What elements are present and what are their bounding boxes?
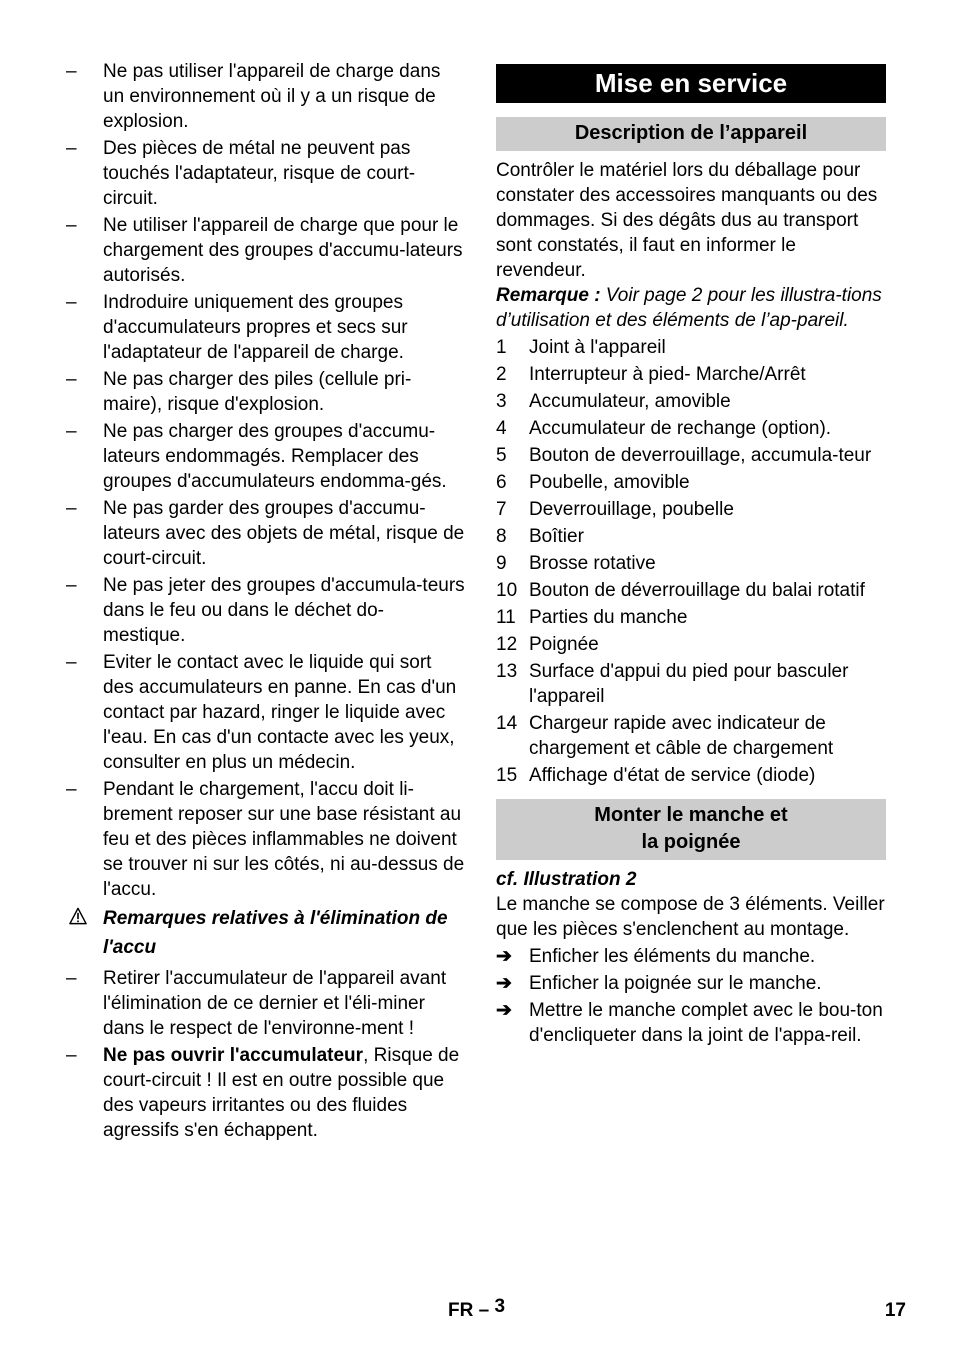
part-item: [496, 632, 886, 657]
part-item: [496, 362, 886, 387]
dash-bullet: –: [66, 968, 77, 989]
step-item: [496, 998, 886, 1048]
part-number: 8: [496, 526, 507, 547]
dash-bullet: –: [66, 292, 77, 313]
part-number: 13: [496, 661, 518, 682]
arrow-right-icon: ➔: [496, 946, 512, 967]
part-number: 9: [496, 553, 507, 574]
step-text: Mettre le manche complet avec le bou-ton d'encliqueter dans la joint de l'appa-reil.: [529, 1000, 883, 1046]
part-label: Chargeur rapide avec indicateur de chargement et câble de chargement: [529, 713, 834, 759]
part-number: 3: [496, 391, 507, 412]
part-item: [496, 711, 886, 761]
list-item-text: Ne pas charger des piles (cellule pri-maire), risque d'explosion.: [103, 369, 412, 415]
list-item: [66, 367, 466, 417]
subsection-title-line: Monter le manche et: [594, 804, 788, 826]
part-label: Brosse rotative: [529, 553, 656, 574]
list-item: [66, 966, 466, 1041]
part-item: [496, 524, 886, 549]
list-item: [66, 136, 466, 211]
step-text: Enficher la poignée sur le manche.: [529, 973, 822, 994]
part-label: Bouton de déverrouillage du balai rotatif: [529, 580, 865, 601]
part-item: [496, 443, 886, 468]
part-label: Bouton de deverrouillage, accumula-teur: [529, 445, 872, 466]
part-label: Interrupteur à pied- Marche/Arrêt: [529, 364, 806, 385]
list-item: [66, 777, 466, 902]
remark-label: Remarque :: [496, 285, 601, 306]
subsection-title-description: Description de l’appareil: [496, 117, 886, 151]
part-item: [496, 551, 886, 576]
part-number: 6: [496, 472, 507, 493]
list-item-text: Ne utiliser l'appareil de charge que pour le chargement des groupes d'accumu-lateurs autorisés.: [103, 215, 463, 286]
steps-list: [496, 944, 886, 1048]
part-label: Poubelle, amovible: [529, 472, 690, 493]
safety-list: [66, 59, 466, 902]
list-item-text: , Risque de court-circuit ! Il est en outre possible que des vapeurs irritantes ou des fluides agressifs s'en échappent.: [103, 1045, 460, 1141]
part-number: 1: [496, 337, 507, 358]
warning-heading-text: Remarques relatives à l'élimination de l'accu: [103, 908, 448, 958]
list-item: [66, 650, 466, 775]
part-number: 7: [496, 499, 507, 520]
footer-sub-page: 3: [494, 1296, 506, 1317]
list-item-text: Des pièces de métal ne peuvent pas touchés l'adaptateur, risque de court-circuit.: [103, 138, 416, 209]
step-item: [496, 944, 886, 969]
right-column: [496, 64, 886, 1048]
list-item-text: Retirer l'accumulateur de l'appareil avant l'élimination de ce dernier et l'éli-miner dans le respect de l'environne-ment !: [103, 968, 447, 1039]
illustration-reference: cf. Illustration 2: [496, 869, 637, 890]
step-item: [496, 971, 886, 996]
part-label: Surface d'appui du pied pour basculer l'appareil: [529, 661, 849, 707]
part-number: 2: [496, 364, 507, 385]
subsection-title-assembly: [496, 799, 886, 860]
warning-triangle-icon: [69, 907, 87, 925]
list-item: [66, 213, 466, 288]
part-item: [496, 416, 886, 441]
parts-list: [496, 335, 886, 788]
dash-bullet: –: [66, 421, 77, 442]
page-number: 17: [884, 1300, 906, 1321]
part-label: Accumulateur, amovible: [529, 391, 731, 412]
list-item: [66, 1043, 466, 1143]
list-item-text: Ne pas garder des groupes d'accumu-lateurs avec des objets de métal, risque de court-circuit.: [103, 498, 465, 569]
list-item: [66, 496, 466, 571]
part-label: Affichage d'état de service (diode): [529, 765, 816, 786]
arrow-right-icon: ➔: [496, 1000, 512, 1021]
remark-note: [496, 283, 886, 333]
footer-separator: –: [478, 1300, 490, 1321]
list-item-text: Ne pas jeter des groupes d'accumula-teurs dans le feu ou dans le déchet do-mestique.: [103, 575, 465, 646]
part-number: 5: [496, 445, 507, 466]
disposal-warning-heading: [66, 904, 466, 962]
dash-bullet: –: [66, 779, 77, 800]
dash-bullet: –: [66, 369, 77, 390]
part-item: [496, 335, 886, 360]
list-item-text: Indroduire uniquement des groupes d'accumulateurs propres et secs sur l'adaptateur de l'appareil de charge.: [103, 292, 408, 363]
list-item-bold-text: Ne pas ouvrir l'accumulateur: [103, 1045, 364, 1066]
dash-bullet: –: [66, 1045, 77, 1066]
part-number: 4: [496, 418, 507, 439]
arrow-right-icon: ➔: [496, 973, 512, 994]
part-label: Poignée: [529, 634, 599, 655]
section-title: Mise en service: [496, 64, 886, 103]
assembly-paragraph: Le manche se compose de 3 éléments. Veiller que les pièces s'enclenchent au montage.: [496, 894, 885, 940]
remark-text: Voir page 2 pour les illustra-tions d’utilisation et des éléments de l’ap-pareil.: [496, 285, 882, 331]
list-item-text: Eviter le contact avec le liquide qui sort des accumulateurs en panne. En cas d'un contact par hazard, ringer le liquide avec l'eau. En cas d'un contacte avec les yeux, consulter en plus un médecin.: [103, 652, 457, 773]
list-item: [66, 573, 466, 648]
step-text: Enficher les éléments du manche.: [529, 946, 816, 967]
part-item: [496, 605, 886, 630]
left-column: [66, 59, 466, 1145]
part-number: 15: [496, 765, 518, 786]
dash-bullet: –: [66, 138, 77, 159]
dash-bullet: –: [66, 215, 77, 236]
list-item-text: Pendant le chargement, l'accu doit li-brement reposer sur une base résistant au feu et des pièces inflammables ne doivent se trouver ni sur les côtés, ni au-dessus de l'accu.: [103, 779, 465, 900]
part-number: 11: [496, 607, 516, 628]
dash-bullet: –: [66, 652, 77, 673]
list-item: [66, 59, 466, 134]
part-item: [496, 389, 886, 414]
part-number: 10: [496, 580, 518, 601]
dash-bullet: –: [66, 61, 77, 82]
subsection-title-line: la poignée: [641, 831, 741, 853]
part-label: Parties du manche: [529, 607, 688, 628]
list-item: [66, 419, 466, 494]
part-item: [496, 659, 886, 709]
part-label: Joint à l'appareil: [529, 337, 666, 358]
part-number: 12: [496, 634, 518, 655]
list-item-text: Ne pas charger des groupes d'accumu-lateurs endommagés. Remplacer des groupes d'accumulateurs endomma-gés.: [103, 421, 447, 492]
list-item-text: Ne pas utiliser l'appareil de charge dans un environnement où il y a un risque de explosion.: [103, 61, 441, 132]
part-item: [496, 497, 886, 522]
list-item: [66, 290, 466, 365]
dash-bullet: –: [66, 498, 77, 519]
part-label: Accumulateur de rechange (option).: [529, 418, 832, 439]
intro-paragraph: Contrôler le matériel lors du déballage pour constater des accessoires manquants ou des dommages. Si des dégâts dus au transport sont constatés, il faut en informer le revendeur.: [496, 160, 878, 281]
dash-bullet: –: [66, 575, 77, 596]
part-label: Boîtier: [529, 526, 584, 547]
part-item: [496, 763, 886, 788]
part-item: [496, 470, 886, 495]
part-number: 14: [496, 713, 518, 734]
footer-language: FR: [448, 1300, 474, 1321]
part-label: Deverrouillage, poubelle: [529, 499, 734, 520]
part-item: [496, 578, 886, 603]
footer-language-page: [448, 1298, 505, 1323]
